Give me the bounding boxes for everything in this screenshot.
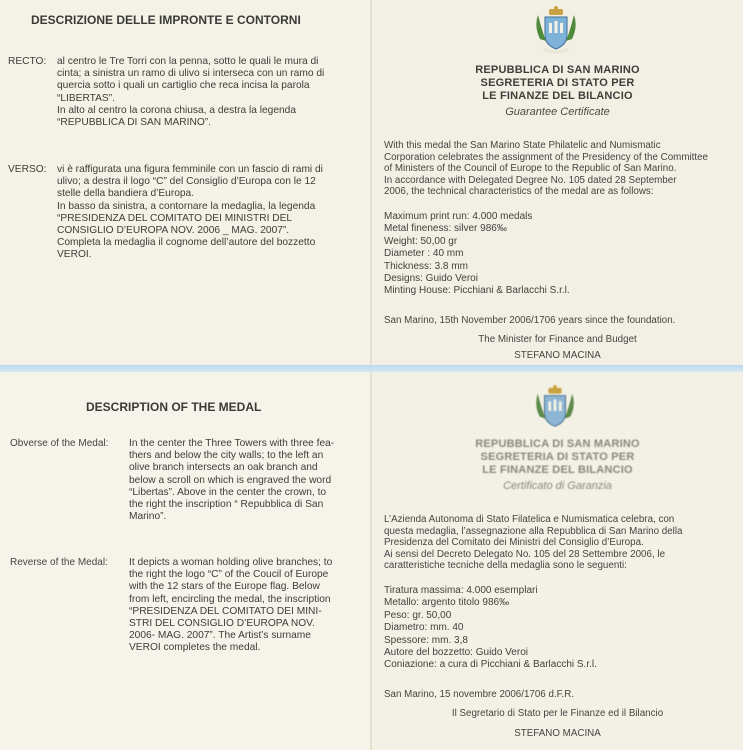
list-item: Coniazione: a cura di Picchiani & Barlacchi S.r.l. [384, 659, 597, 671]
technical-specs-list [384, 211, 739, 298]
certificate-institution: REPUBBLICA DI SAN MARINO SEGRETERIA DI STATO PER LE FINANZE DEL BILANCIO [475, 64, 640, 102]
certificate-subtitle: Guarantee Certificate [505, 106, 610, 118]
list-item: Weight: 50,00 gr [384, 235, 458, 247]
english-description-title: DESCRIPTION OF THE MEDAL [86, 400, 262, 414]
list-item: Peso: gr. 50,00 [384, 609, 452, 621]
italian-description-title: DESCRIZIONE DELLE IMPRONTE E CONTORNI [31, 13, 301, 27]
list-item: Maximum print run: 4.000 medals [384, 211, 533, 222]
coat-of-arms-icon [532, 5, 580, 57]
coat-of-arms-icon [532, 384, 578, 434]
recto-text: al centro le Tre Torri con la penna, sotto le quali le mura di cinta; a sinistra un ramo di ulivo si interseca con un ramo di quercia sotto i quali un cartiglio che reca incisa la parola “LIBERTAS”. In alto al centro la corona chiusa, a destra la legenda “REPUBBLICA DI SAN MARINO”. [57, 56, 325, 129]
italian-description-panel [0, 0, 370, 365]
list-item: Diametro: mm. 40 [384, 622, 464, 634]
list-item: Designs: Guido Veroi [384, 273, 478, 285]
technical-specs-list [384, 585, 739, 672]
certificate-body: L’Azienda Autonoma di Stato Filatelica e Numismatica celebra, con questa medaglia, l’assegnazione alla Repubblica di San Marino della Presidenza del Comitato dei Ministri del Consiglio d’Europa. Ai sensi del Decreto Delegato No. 105 del 28 Settembre 2006, le caratteristiche tecniche della medaglia sono le seguenti: [384, 514, 683, 572]
obverse-text: In the center the Three Towers with three fea- thers and below the city walls; to the left an olive branch intersects an oak branch and below a scroll on which is engraved the word “Libertas”. Above in the center the crown, to the right the inscription “ Repubblica di San Marino”. [129, 438, 335, 523]
reverse-text: It depicts a woman holding olive branches; to the right the logo “C” of the Coucil of Europe with the 12 stars of the Europe flag. Below from left, encircling the medal, the inscription “PRESIDENZA DEL COMITATO DEI MINI- STRI DEL CONSIGLIO D’EUROPA NOV. 2006- MAG. 2007”. The Artist’s surname VEROI completes the medal. [129, 557, 333, 654]
signatory-name: STEFANO MACINA [514, 350, 601, 361]
list-item: Spessore: mm. 3,8 [384, 634, 468, 646]
verso-label: VERSO: [8, 164, 47, 175]
list-item: Autore del bozzetto: Guido Veroi [384, 647, 528, 659]
list-item: Thickness: 3.8 mm [384, 260, 468, 272]
verso-text: vi è raffigurata una figura femminile con un fascio di rami di ulivo; a destra il logo “C” del Consiglio d’Europa con le 12 stelle della bandiera d’Europa. In basso da sinistra, a contornare la medaglia, la legenda “PRESIDENZA DEL COMITATO DEI MINISTRI DEL CONSIGLIO D’EUROPA NOV. 2006 _ MAG. 2007”. Completa la medaglia il cognome dell’autore del bozzetto VEROI. [57, 164, 323, 261]
list-item: Metallo: argento titolo 986‰ [384, 597, 510, 609]
minister-title: The Minister for Finance and Budget [478, 334, 637, 345]
english-certificate-panel [372, 0, 743, 365]
reverse-label: Reverse of the Medal: [10, 557, 108, 568]
list-item: Tiratura massima: 4.000 esemplari [384, 585, 538, 596]
list-item: Metal fineness: silver 986‰ [384, 223, 507, 235]
minister-title: Il Segretario di Stato per le Finanze ed il Bilancio [451, 708, 664, 719]
horizontal-divider [0, 365, 743, 372]
vertical-divider [370, 0, 372, 750]
italian-certificate-panel [372, 372, 743, 750]
recto-label: RECTO: [8, 56, 47, 67]
signatory-name: STEFANO MACINA [514, 728, 601, 739]
certificate-date-line: San Marino, 15th November 2006/1706 years since the foundation. [384, 315, 676, 326]
list-item: Diameter : 40 mm [384, 248, 464, 260]
certificate-institution: REPUBBLICA DI SAN MARINO SEGRETERIA DI STATO PER LE FINANZE DEL BILANCIO [475, 438, 640, 476]
obverse-label: Obverse of the Medal: [10, 438, 109, 449]
certificate-date-line: San Marino, 15 novembre 2006/1706 d.F.R. [384, 689, 575, 700]
certificate-body: With this medal the San Marino State Philatelic and Numismatic Corporation celebrates the assignment of the Presidency of the Committee of Ministers of the Council of Europe to the Republic of San Marino. In accordance with Delegated Degree No. 105 dated 28 September 2006, the technical characteristics of the medal are as follows: [384, 140, 709, 198]
list-item: Minting House: Picchiani & Barlacchi S.r.l. [384, 285, 570, 297]
english-description-panel [0, 372, 370, 750]
certificate-subtitle: Certificato di Garanzia [503, 480, 612, 492]
